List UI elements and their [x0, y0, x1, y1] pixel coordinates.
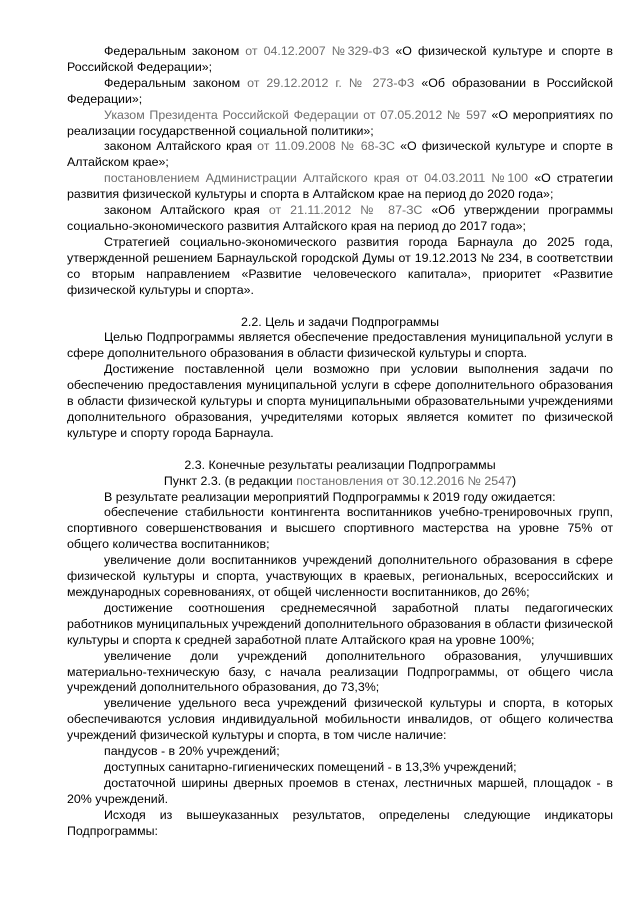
- section-22-task: Достижение поставленной цели возможно при условии выполнения задачи по обеспечению предоставления муниципальной услуги в сфере дополнительного образования в области физической культуры и спорта муниципальными образовательными учреждениями дополнительного образования, учредителями которых является комитет по физической культуре и спорту города Барнаула.: [67, 362, 613, 440]
- section-23-title: 2.3. Конечные результаты реализации Подпрограммы: [184, 457, 496, 472]
- document-page: [67, 44, 613, 840]
- result-item: достижение соотношения среднемесячной заработной платы педагогических работников муниципальных учреждений дополнительного образования в области физической культуры и спорта к средней заработной плате Алтайского края на уровне 100%;: [67, 600, 613, 647]
- indicators-intro: Исходя из вышеуказанных результатов, определены следующие индикаторы Подпрограммы:: [67, 807, 613, 838]
- law-item: законом Алтайского края от 21.11.2012 № 87-ЗС «Об утверждении программы социально-экономического развития Алтайского края на период до 2017 года»;: [67, 203, 613, 233]
- law-link[interactable]: от 21.11.2012 № 87-ЗС: [268, 203, 423, 218]
- result-subitem: доступных санитарно-гигиенических помещений - в 13,3% учреждений;: [104, 759, 517, 774]
- law-item: Указом Президента Российской Федерации от 07.05.2012 № 597 «О мероприятиях по реализации государственной социальной политики»;: [67, 107, 613, 138]
- amendment-link[interactable]: постановления от 30.12.2016 № 2547: [296, 473, 512, 488]
- amendment-note: Пункт 2.3. (в редакции постановления от 30.12.2016 № 2547): [163, 473, 517, 488]
- law-link[interactable]: Указом Президента Российской Федерации от 07.05.2012 № 597: [104, 107, 487, 122]
- result-item: увеличение удельного веса учреждений физической культуры и спорта, в которых обеспечиваются условия индивидуальной мобильности инвалидов, от общего количества учреждений физической культуры и спорта, в том числе наличие:: [67, 696, 613, 743]
- law-link[interactable]: от 29.12.2012 г. № 273-ФЗ: [247, 75, 415, 90]
- result-item: увеличение доли воспитанников учреждений дополнительного образования в сфере физической культуры и спорта, участвующих в краевых, региональных, всероссийских и международных соревнованиях, от общей численности воспитанников, до 26%;: [67, 553, 613, 599]
- result-subitem: достаточной ширины дверных проемов в стенах, лестничных маршей, площадок - в 20% учреждений.: [67, 775, 613, 806]
- results-intro: В результате реализации мероприятий Подпрограммы к 2019 году ожидается:: [104, 489, 556, 504]
- law-item: Стратегией социально-экономического развития города Барнаула до 2025 года, утвержденной решением Барнаульской городской Думы от 19.12.2013 № 234, в соответствии со вторым направлением «Развитие человеческого капитала», приоритет «Развитие физической культуры и спорта».: [67, 234, 613, 297]
- law-item: постановлением Администрации Алтайского края от 04.03.2011 №100 «О стратегии развития физической культуры и спорта в Алтайском крае на период до 2020 года»;: [67, 171, 613, 202]
- law-link[interactable]: от 11.09.2008 № 68-ЗС: [257, 139, 395, 154]
- result-item: обеспечение стабильности контингента воспитанников учебно-тренировочных групп, спортивного совершенствования и высшего спортивного мастерства на уровне 75% от общего количества воспитанников;: [67, 505, 613, 552]
- law-item: законом Алтайского края от 11.09.2008 № 68-ЗС «О физической культуре и спорте в Алтайском крае»;: [67, 139, 613, 170]
- result-item: увеличение доли учреждений дополнительного образования, улучшивших материально-техническую базу, с начала реализации Подпрограммы, от общего числа учреждений дополнительного образования, до 73,3%;: [67, 648, 613, 695]
- law-link[interactable]: от 04.12.2007 №329-ФЗ: [245, 44, 390, 58]
- law-item: Федеральным законом от 04.12.2007 №329-ФЗ «О физической культуре и спорте в Российской Федерации»;: [67, 44, 613, 74]
- result-subitem: пандусов - в 20% учреждений;: [104, 744, 280, 759]
- law-item: Федеральным законом от 29.12.2012 г. № 273-ФЗ «Об образовании в Российской Федерации»;: [67, 75, 613, 106]
- law-link[interactable]: постановлением Администрации Алтайского края от 04.03.2011 №100: [104, 171, 529, 186]
- section-22-title: 2.2. Цель и задачи Подпрограммы: [241, 314, 439, 329]
- section-22-goal: Целью Подпрограммы является обеспечение предоставления муниципальной услуги в сфере дополнительного образования в области физической культуры и спорта.: [67, 330, 613, 361]
